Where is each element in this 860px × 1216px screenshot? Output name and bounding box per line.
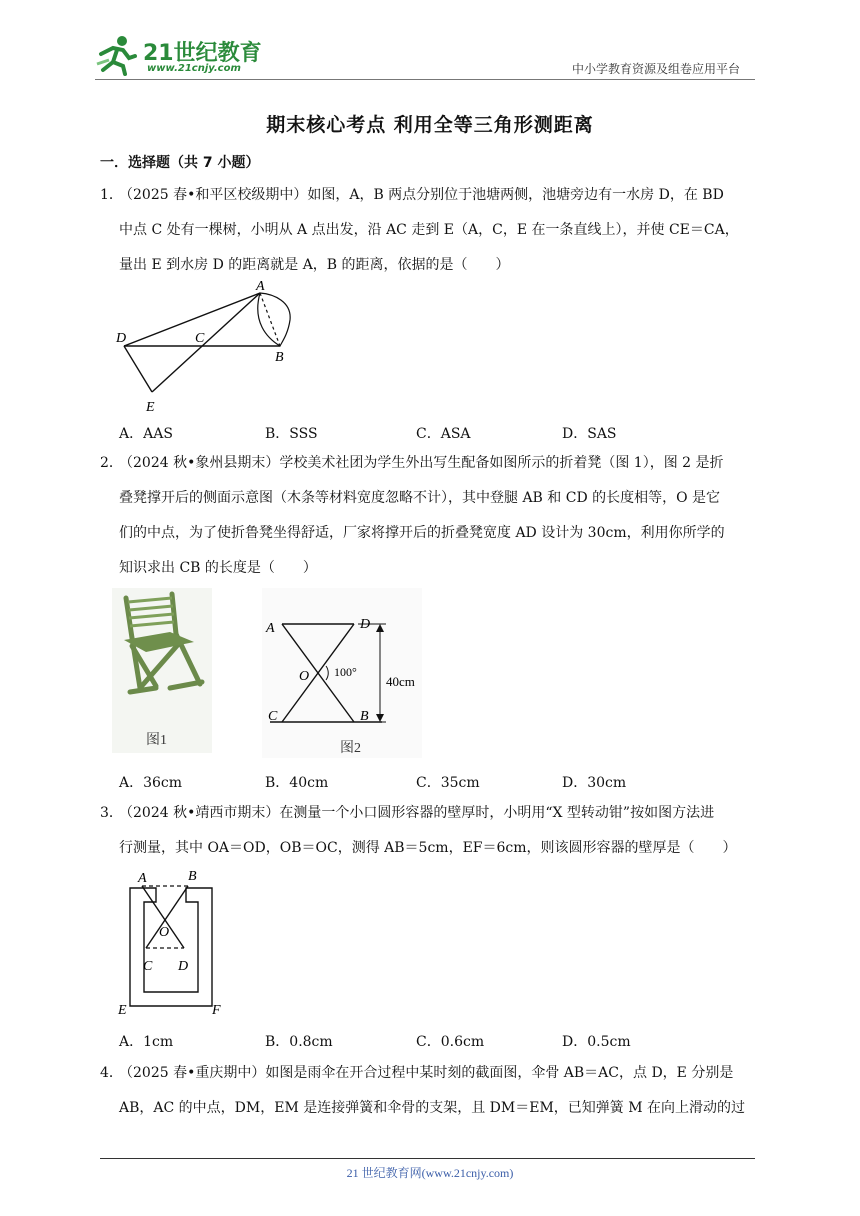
question-line: 量出 E 到水房 D 的距离就是 A，B 的距离，依据的是（ ） [119,257,510,273]
question-3 [100,796,750,866]
option-a[interactable]: A．AAS [119,426,173,442]
option-d[interactable]: D．0.5cm [562,1034,631,1050]
footer-text[interactable]: 21 世纪教育网(www.21cnjy.com) [346,1166,514,1180]
option-a[interactable]: A．36cm [119,775,183,791]
fig-label: C [268,709,278,724]
question-line: 们的中点，为了使折鲁凳坐得舒适，厂家将撑开后的折叠凳宽度 AD 设计为 30cm，利用你所学的 [119,525,725,541]
option-c[interactable]: C．35cm [416,775,480,791]
question-line: 知识求出 CB 的长度是（ ） [119,560,317,576]
figure-q2-stool-side-view [262,588,422,758]
fig-label: 40cm [386,674,415,689]
question-number: 1． [100,187,123,203]
fig-label: D [178,959,189,974]
fig-caption: 图1 [146,733,167,748]
fig-label: E [146,400,155,415]
fig-label: O [159,925,170,940]
fig-label: E [118,1003,127,1016]
option-d[interactable]: D．30cm [562,775,627,791]
question-1 [100,178,750,283]
question-line: 叠凳撑开后的侧面示意图（木条等材料宽度忽略不计），其中登腿 AB 和 CD 的长度相等，O 是它 [119,490,721,506]
question-line: AB，AC 的中点，DM，EM 是连接弹簧和伞骨的支架，且 DM＝EM，已知弹簧 M 在向上滑动的过 [119,1100,746,1116]
header-platform-text: 中小学教育资源及组卷应用平台 [572,62,741,76]
question-4 [100,1056,750,1126]
logo-main-text: 21世纪教育 [143,41,262,66]
question-line: （2024 秋•靖西市期末）在测量一个小口圆形容器的壁厚时，小明用“X 型转动钳”按如图方法进 [119,805,715,821]
question-line: 中点 C 处有一棵树，小明从 A 点出发，沿 AC 走到 E（A，C，E 在一条直线上），并使 CE＝CA， [119,222,739,238]
fig-label: 100° [334,665,357,679]
fig-label: C [195,331,205,346]
header-divider [95,79,755,80]
fig-label: A [256,280,265,294]
question-line: （2024 秋•象州县期末）学校美术社团为学生外出写生配备如图所示的折着凳（图 1），图 2 是折 [119,455,724,471]
figure-q3-container-diagram [112,866,232,1016]
fig-label: B [275,350,284,365]
fig-label: C [143,959,153,974]
folding-stool-image [112,588,212,753]
fig-label: B [360,709,369,724]
section-heading: 一．选择题（共 7 小题） [100,155,260,171]
fig-label: O [299,669,310,684]
question-line: （2025 春•和平区校级期中）如图，A，B 两点分别位于池塘两侧，池塘旁边有一水房 D，在 BD [119,187,724,203]
fig-label: A [138,871,147,886]
option-a[interactable]: A．1cm [119,1034,174,1050]
question-number: 3． [100,805,123,821]
question-2 [100,446,750,586]
logo-sub-text: www.21cnjy.com [147,63,241,74]
question-line: （2025 春•重庆期中）如图是雨伞在开合过程中某时刻的截面图，伞骨 AB＝AC，点 D，E 分别是 [119,1065,734,1081]
question-number: 4． [100,1065,123,1081]
fig-label: B [188,869,197,884]
footer-divider [100,1158,755,1159]
fig-label: D [360,617,371,632]
option-c[interactable]: C．0.6cm [416,1034,485,1050]
option-b[interactable]: B．SSS [265,426,318,442]
fig-label: D [116,331,127,346]
fig-caption: 图2 [340,741,361,756]
question-line: 行测量，其中 OA＝OD，OB＝OC，测得 AB＝5cm，EF＝6cm，则该圆形容器的壁厚是（ ） [119,840,737,856]
question-number: 2． [100,455,123,471]
runner-logo-icon [95,34,139,76]
option-b[interactable]: B．40cm [265,775,329,791]
option-b[interactable]: B．0.8cm [265,1034,333,1050]
logo [95,34,265,78]
fig-label: A [266,621,275,636]
option-d[interactable]: D．SAS [562,426,617,442]
figure-q1-pond-diagram [112,280,312,415]
fig-label: F [212,1003,221,1016]
option-c[interactable]: C．ASA [416,426,471,442]
page-title: 期末核心考点 利用全等三角形测距离 [266,114,594,136]
